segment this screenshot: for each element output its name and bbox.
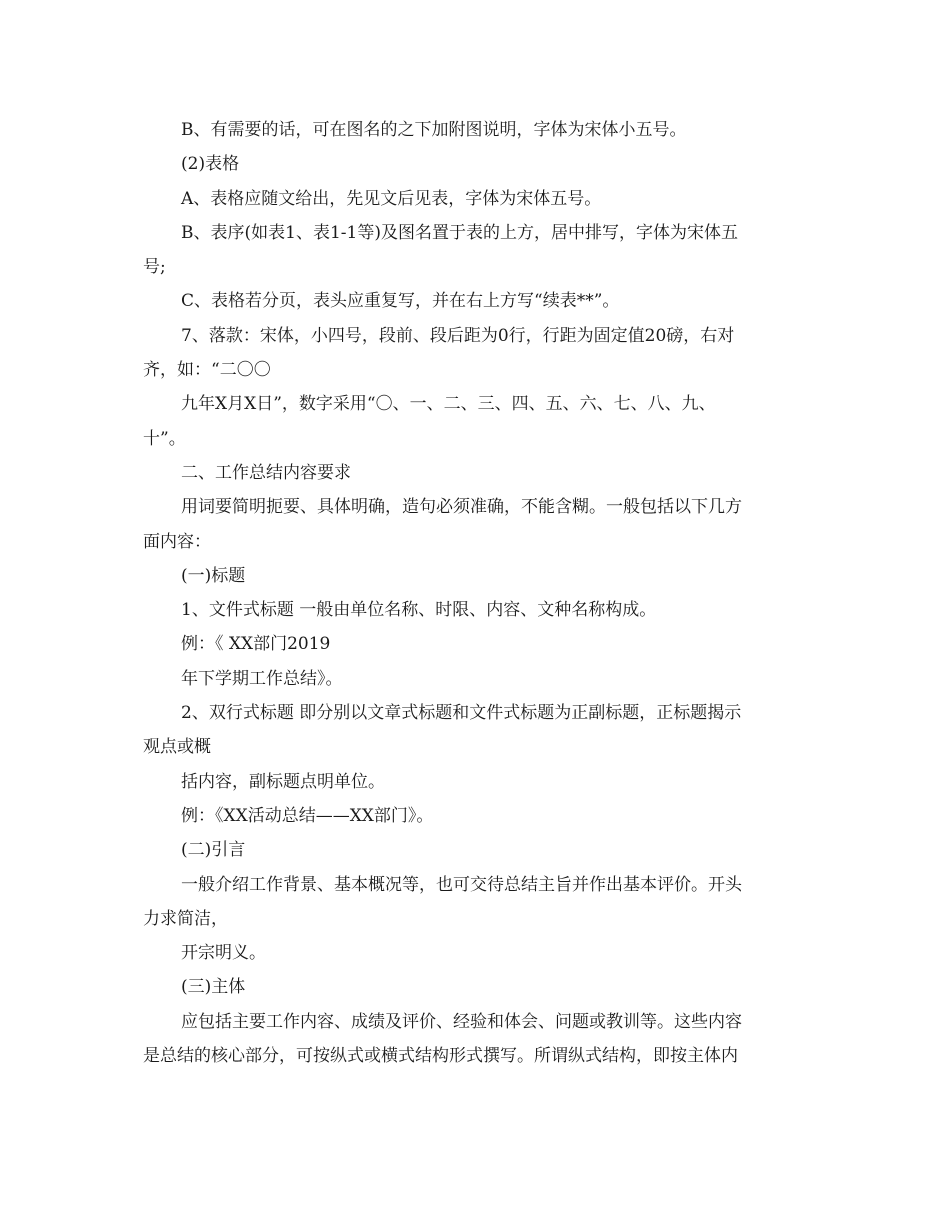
text-line: 应包括主要工作内容、成绩及评价、经验和体会、问题或教训等。这些内容 [181,1011,742,1032]
text-line: 十”。 [143,428,186,449]
text-line: 1、文件式标题 一般由单位名称、时限、内容、文种名称构成。 [181,600,657,621]
text-line: 开宗明义。 [181,943,266,964]
text-line: 二、工作总结内容要求 [181,462,351,483]
text-line: 号; [143,257,166,278]
text-line: 力求简洁， [143,908,228,929]
text-line: 括内容，副标题点明单位。 [181,771,385,792]
text-line: 7、落款：宋体，小四号，段前、段后距为0行，行距为固定值20磅，右对 [181,325,735,346]
text-line: 观点或概 [143,737,211,758]
document-body [143,113,803,1073]
text-line: 2、双行式标题 即分别以文章式标题和文件式标题为正副标题，正标题揭示 [181,703,742,724]
text-line: (2)表格 [181,154,240,175]
text-line: A、表格应随文给出，先见文后见表，字体为宋体五号。 [181,188,602,209]
text-line: 例：《 XX部门2019 [181,634,331,655]
text-line: (二)引言 [181,840,246,861]
text-line: 是总结的核心部分，可按纵式或横式结构形式撰写。所谓纵式结构，即按主体内 [143,1046,738,1067]
text-line: B、表序(如表1、表1-1等)及图名置于表的上方，居中排写，字体为宋体五 [181,222,738,243]
text-line: 用词要简明扼要、具体明确，造句必须准确，不能含糊。一般包括以下几方 [181,497,742,518]
text-line: 齐，如：“二〇〇 [143,360,271,381]
text-line: 面内容： [143,531,211,552]
text-line: (一)标题 [181,565,246,586]
text-line: 九年X月X日”，数字采用“〇、一、二、三、四、五、六、七、八、九、 [181,394,716,415]
text-line: C、表格若分页，表头应重复写，并在右上方写“续表**”。 [181,291,620,312]
text-line: B、有需要的话，可在图名的之下加附图说明，字体为宋体小五号。 [181,120,687,140]
text-line: 例：《XX活动总结——XX部门》。 [181,805,434,826]
text-line: (三)主体 [181,977,246,998]
text-line: 年下学期工作总结》。 [181,668,343,689]
text-line: 一般介绍工作背景、基本概况等，也可交待总结主旨并作出基本评价。开头 [181,874,742,895]
